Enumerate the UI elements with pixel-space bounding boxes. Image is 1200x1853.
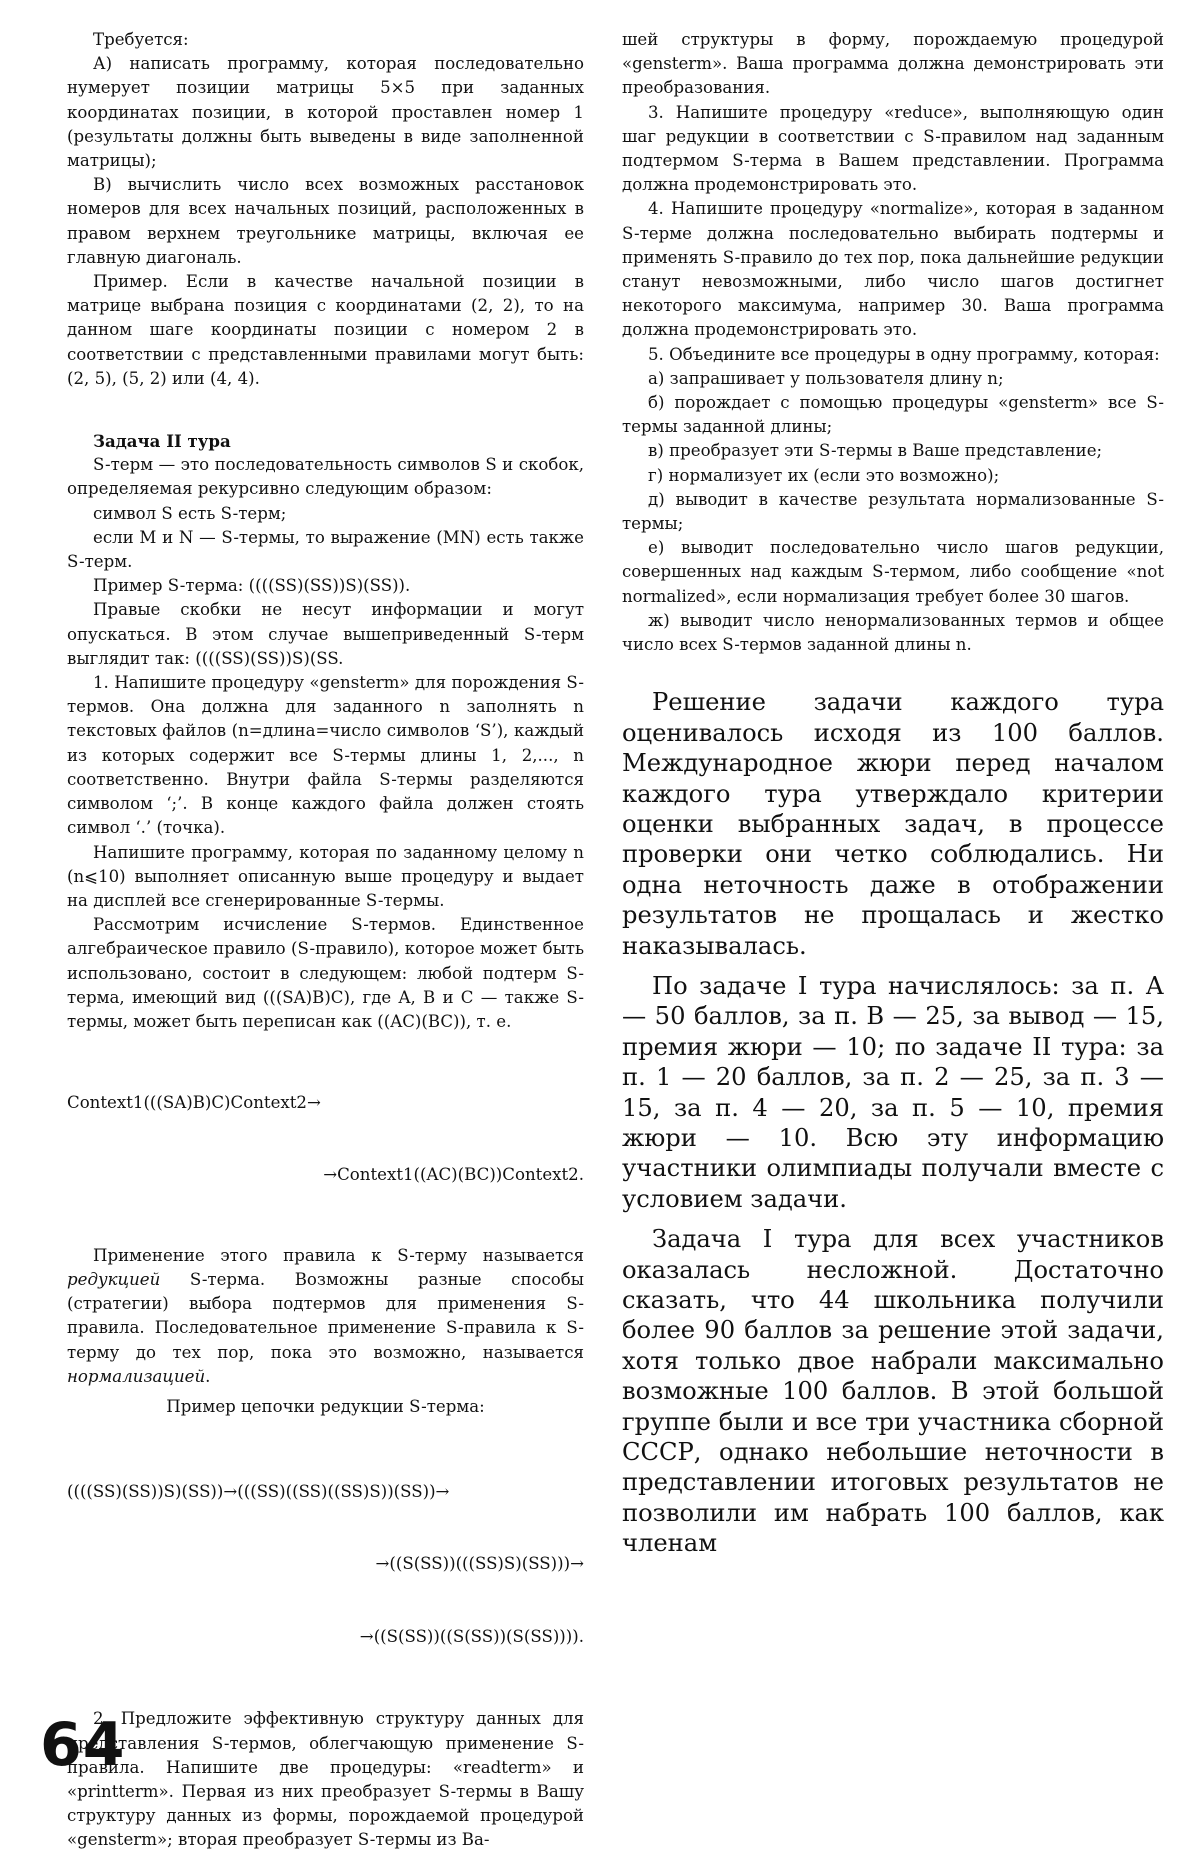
spacer bbox=[622, 657, 1164, 687]
brackets-note: Правые скобки не несут информации и могут опускаться. В этом случае вышеприведенный S-терм выглядит так: ((((SS)(SS))S)(SS. bbox=[67, 600, 584, 668]
reduction-term: редукцией bbox=[67, 1269, 161, 1289]
reduction-text-pre: Применение этого правила к S-терму называется bbox=[93, 1245, 584, 1265]
formula-line-2: →Context1((AC)(BC))Context2. bbox=[323, 1165, 584, 1185]
results-paragraph-3: Задача I тура для всех участников оказалась несложной. Достаточно сказать, что 44 школьника получили более 90 баллов за решение этой задачи, хотя только двое набрали максимально возможные 100 баллов. В этой большой группе были и все три участника сборной СССР, однако небольшие неточности в представлении итоговых результатов не позволили им набрать 100 баллов, как членам bbox=[622, 1225, 1164, 1558]
chain-line-3: →((S(SS))((S(SS))(S(SS)))). bbox=[359, 1626, 584, 1646]
requirement-a: А) написать программу, которая последовательно нумерует позиции матрицы 5×5 при заданных координатах позиции, в которой проставлен номер 1 (результаты должны быть выведены в виде заполненной матрицы); bbox=[67, 54, 584, 171]
task-4: 4. Напишите процедуру «normalize», которая в заданном S-терме должна последовательно выбирать подтермы и применять S-правило до тех пор, пока дальнейшие редукции станут невозможными, либо число шагов достигнет некоторого максимума, например 30. Ваша программа должна продемонстрировать это. bbox=[622, 199, 1164, 340]
right-column bbox=[622, 28, 1164, 1748]
requirement-b: В) вычислить число всех возможных расстановок номеров для всех начальных позиций, расположенных в правом верхнем треугольнике матрицы, включая ее главную диагональ. bbox=[67, 175, 584, 267]
normalization-end: . bbox=[205, 1366, 211, 1386]
chain-line-1: ((((SS)(SS))S)(SS))→(((SS)((SS)((SS)S))(SS))→ bbox=[67, 1481, 450, 1501]
results-paragraph-1: Решение задачи каждого тура оценивалось исходя из 100 баллов. Международное жюри перед началом каждого тура утверждало критерии оценки выбранных задач, в процессе проверки они четко соблюдались. Ни одна неточность даже в отображении результатов не прощалась и жестко наказывалась. bbox=[622, 688, 1164, 960]
normalization-term: нормализацией bbox=[67, 1366, 206, 1386]
step-v: в) преобразует эти S-термы в Ваше представление; bbox=[648, 441, 1103, 461]
context-formula bbox=[67, 1042, 584, 1236]
step-d: д) выводит в качестве результата нормализованные S-термы; bbox=[622, 489, 1164, 534]
task-3: 3. Напишите процедуру «reduce», выполняющую один шаг редукции в соответствии с S-правилом над заданным подтермом S-терма в Вашем представлении. Программа должна продемонстрировать это. bbox=[622, 102, 1164, 195]
results-text bbox=[622, 687, 1164, 1558]
chain-caption: Пример цепочки редукции S-терма: bbox=[166, 1396, 485, 1416]
task-1: 1. Напишите процедуру «gensterm» для порождения S-термов. Она должна для заданного n заполнять n текстовых файлов (n=длина=число символов ‘S’), каждый из которых содержит все S-термы длины 1, 2,..., n соответственно. Внутри файла S-термы разделяются символом ‘;’. В конце каждого файла должен стоять символ ‘.’ (точка). bbox=[67, 673, 584, 838]
task2-heading: Задача II тура bbox=[93, 431, 231, 452]
step-e: е) выводит последовательно число шагов редукции, совершенных над каждым S-термом, либо сообщение «not normalized», если нормализация требует более 30 шагов. bbox=[622, 538, 1164, 606]
chain-line-2: →((S(SS))(((SS)S)(SS)))→ bbox=[375, 1554, 584, 1574]
calculus-paragraph: Рассмотрим исчисление S-термов. Единственное алгебраическое правило (S-правило), которое может быть использовано, состоит в следующем: любой подтерм S-терма, имеющий вид (((SA)B)C), где A, B и C — также S-термы, может быть переписан как ((AC)(BC)), т. е. bbox=[67, 915, 584, 1031]
task-2: 2. Предложите эффективную структуру данных для представления S-термов, облегчающую применение S-правила. Напишите две процедуры: «readterm» и «printterm». Первая из них преобразует S-термы в Вашу структуру данных из формы, порождаемой процедурой «gensterm»; вторая преобразует S-термы из Ва- bbox=[67, 1709, 584, 1850]
program-note: Напишите программу, которая по заданному целому n (n⩽10) выполняет описанную выше процедуру и выдает на дисплей все сгенерированные S-термы. bbox=[67, 842, 584, 910]
example-paragraph: Пример. Если в качестве начальной позиции в матрице выбрана позиция с координатами (2, 2), то на данном шаге координаты позиции с номером 2 в соответствии с представленными правилами могут быть: (2, 5), (5, 2) или (4, 4). bbox=[67, 272, 584, 388]
page-number: 64 bbox=[40, 1710, 126, 1780]
step-zh: ж) выводит число ненормализованных термов и общее число всех S-термов заданной длины n. bbox=[622, 610, 1164, 655]
reduction-chain bbox=[67, 1431, 584, 1697]
task-2-continued: шей структуры в форму, порождаемую процедурой «gensterm». Ваша программа должна демонстрировать эти преобразования. bbox=[622, 30, 1164, 98]
reduction-paragraph bbox=[67, 1244, 584, 1389]
spacer bbox=[67, 391, 584, 429]
rule-1: символ S есть S-терм; bbox=[93, 503, 287, 523]
step-b: б) порождает с помощью процедуры «gensterm» все S-термы заданной длины; bbox=[622, 393, 1164, 437]
rule-2: если M и N — S-термы, то выражение (MN) есть также S-терм. bbox=[67, 527, 584, 572]
step-g: г) нормализует их (если это возможно); bbox=[648, 465, 1000, 485]
s-term-example: Пример S-терма: ((((SS)(SS))S)(SS)). bbox=[93, 576, 411, 596]
reduction-text-post: S-терма. Возможны разные способы (стратегии) выбора подтермов для применения S-правила. Последовательное применение S-правила к S-терму до тех пор, пока это возможно, называется bbox=[67, 1269, 584, 1362]
task-5: 5. Объедините все процедуры в одну программу, которая: bbox=[648, 344, 1160, 364]
requirements-title: Требуется: bbox=[93, 30, 189, 49]
s-term-definition: S-терм — это последовательность символов S и скобок, определяемая рекурсивно следующим образом: bbox=[67, 455, 584, 499]
step-a: а) запрашивает у пользователя длину n; bbox=[648, 368, 1004, 388]
formula-line-1: Context1(((SA)B)C)Context2→ bbox=[67, 1092, 321, 1112]
results-paragraph-2: По задаче I тура начислялось: за п. А — 50 баллов, за п. В — 25, за вывод — 15, премия жюри — 10; по задаче II тура: за п. 1 — 20 баллов, за п. 2 — 25, за п. 3 — 15, за п. 4 — 20, за п. 5 — 10, премия жюри — 10. Всю эту информацию участники олимпиады получали вместе с условием задачи. bbox=[622, 971, 1164, 1213]
